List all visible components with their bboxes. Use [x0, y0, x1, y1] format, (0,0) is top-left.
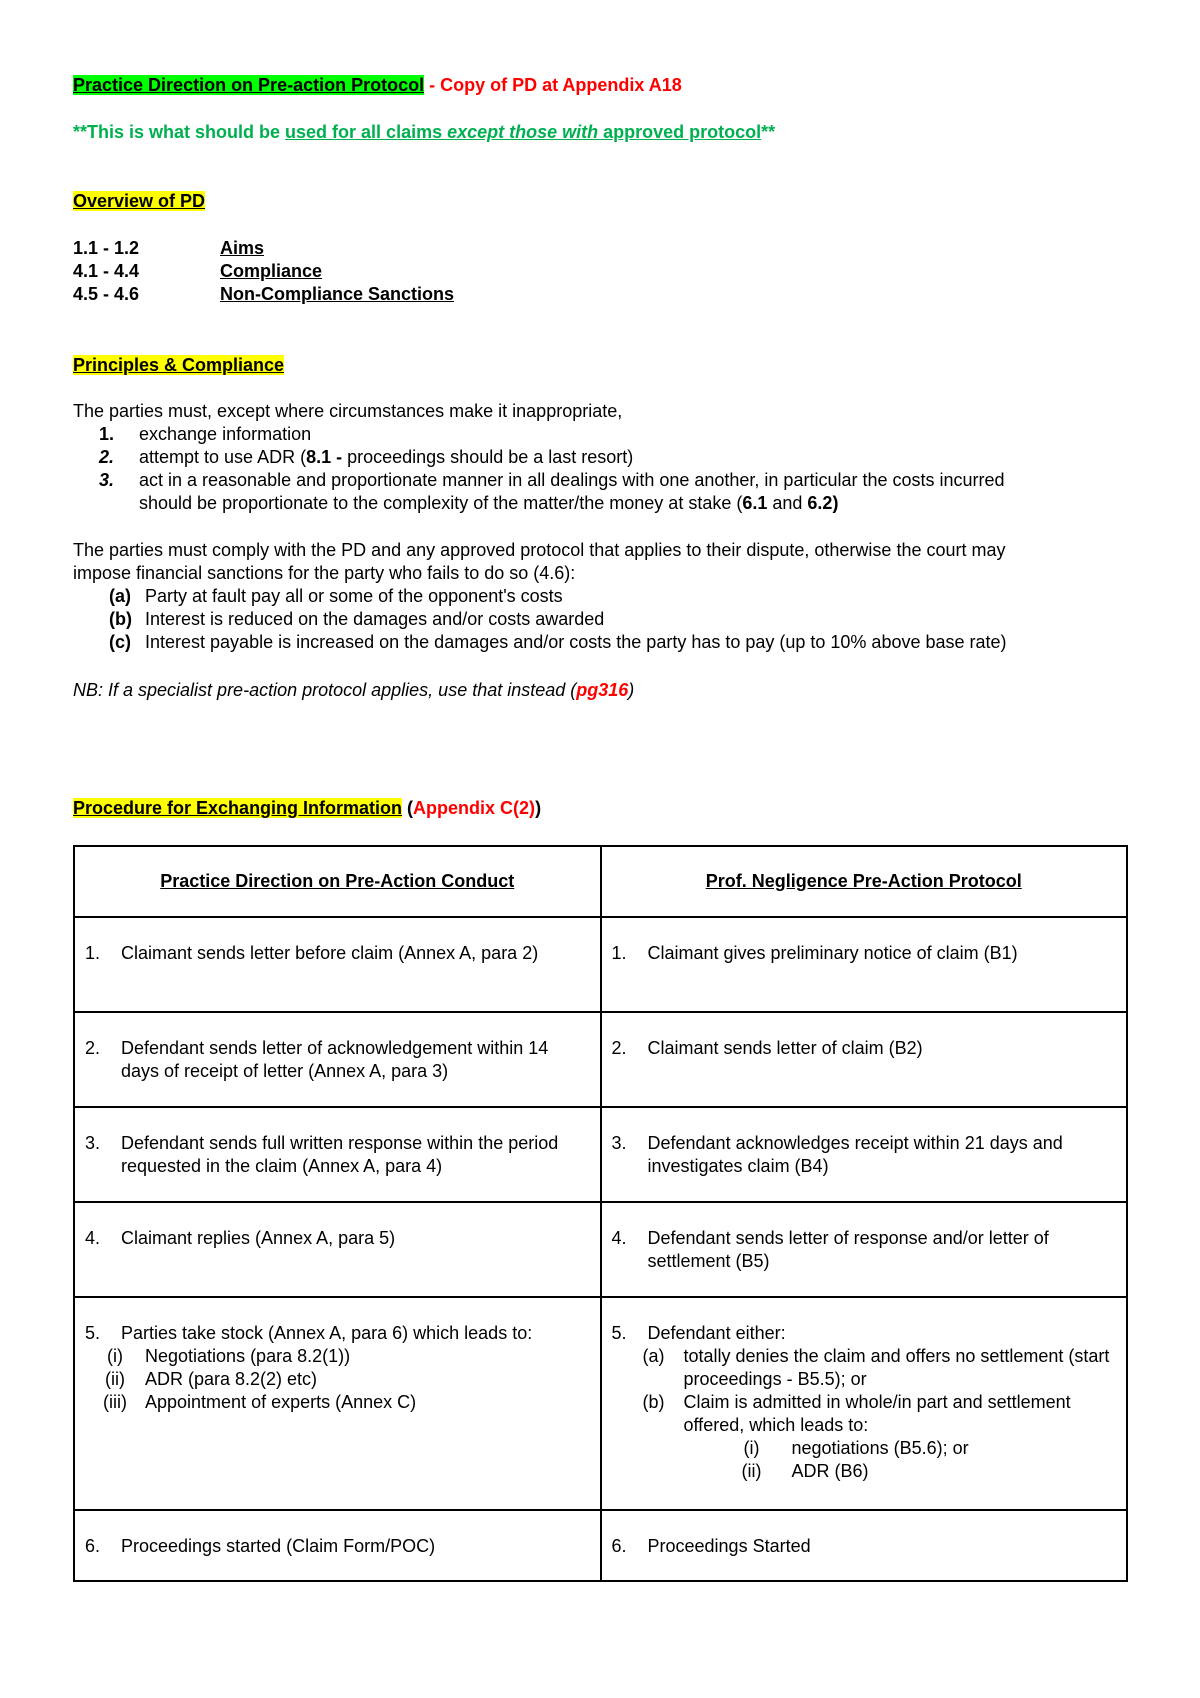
nb-note: [73, 679, 634, 701]
nb-page-ref: pg316: [576, 680, 629, 700]
overview-topic: Compliance: [220, 261, 323, 281]
step-number: 3.: [85, 1133, 101, 1153]
sub-text: ADR (para 8.2(2) etc): [145, 1369, 318, 1389]
sub-marker: (ii): [741, 1461, 762, 1481]
table-cell: [74, 1012, 601, 1107]
step-text: Defendant sends letter of acknowledgement within 14 days of receipt of letter (Annex A, para 3): [121, 1038, 549, 1081]
overview-heading-text: Overview of PD: [73, 191, 206, 211]
sub-marker: (ii): [105, 1369, 125, 1389]
list-bold-ref: 8.1 -: [306, 447, 343, 467]
overview-heading: [73, 190, 205, 212]
principles-heading-text: Principles & Compliance: [73, 355, 285, 375]
step-text: Parties take stock (Annex A, para 6) which leads to:: [121, 1323, 533, 1343]
step-text: Claimant replies (Annex A, para 5): [121, 1228, 396, 1248]
list-bold-ref: 6.2): [807, 493, 839, 513]
sub-text: totally denies the claim and offers no settlement (start proceedings - B5.5); or: [683, 1346, 1110, 1389]
table-cell: [74, 1510, 601, 1581]
list-marker: 1.: [99, 424, 115, 444]
table-cell: [601, 1202, 1128, 1297]
table-row: [74, 1012, 1127, 1107]
overview-range: 4.1 - 4.4: [73, 261, 140, 281]
title-line: [73, 74, 682, 96]
note-underlined-end: approved protocol: [598, 122, 762, 142]
step-number: 1.: [611, 943, 627, 963]
step-number: 4.: [85, 1228, 101, 1248]
procedure-heading: [73, 797, 541, 819]
table-header-row: [74, 846, 1127, 917]
step-text: Proceedings Started: [647, 1536, 811, 1556]
step-number: 6.: [611, 1536, 627, 1556]
sub-marker: (i): [743, 1438, 760, 1458]
list-text: exchange information: [139, 424, 312, 444]
list-bold-ref: 6.1: [742, 493, 768, 513]
sanction-marker: (c): [109, 632, 131, 652]
overview-range: 4.5 - 4.6: [73, 284, 140, 304]
overview-range: 1.1 - 1.2: [73, 238, 140, 258]
title-appendix-ref: Copy of PD at Appendix A18: [440, 75, 682, 95]
overview-topic: Non-Compliance Sanctions: [220, 284, 455, 304]
list-text: attempt to use ADR (: [139, 447, 307, 467]
sub-text: Claim is admitted in whole/in part and settlement offered, which leads to:: [683, 1392, 1071, 1435]
sanctions-paragraph: The parties must comply with the PD and any approved protocol that applies to their dispute, otherwise the court may: [73, 540, 1006, 560]
procedure-heading-text: Procedure for Exchanging Information: [73, 798, 403, 818]
sanction-text: Interest is reduced on the damages and/or costs awarded: [145, 609, 605, 629]
principles-heading: [73, 354, 284, 376]
table-row: [74, 1202, 1127, 1297]
column-header-protocol: Prof. Negligence Pre-Action Protocol: [601, 846, 1128, 917]
step-number: 2.: [611, 1038, 627, 1058]
table-row: [74, 1107, 1127, 1202]
procedure-heading-open: (: [402, 798, 414, 818]
overview-row: [73, 237, 264, 259]
sub-marker: (b): [642, 1392, 665, 1412]
sub-marker: (a): [642, 1346, 665, 1366]
procedure-heading-close: ): [535, 798, 542, 818]
step-number: 1.: [85, 943, 101, 963]
note-italic: except those with: [447, 122, 599, 142]
sub-marker: (iii): [103, 1392, 127, 1412]
step-text: Defendant sends full written response within the period requested in the claim (Annex A, para 4): [121, 1133, 559, 1176]
step-text: Claimant gives preliminary notice of claim (B1): [647, 943, 1018, 963]
sanction-text: Interest payable is increased on the damages and/or costs the party has to pay (up to 10% above base rate): [145, 632, 1007, 652]
list-marker: 2.: [99, 447, 115, 467]
step-number: 5.: [611, 1323, 627, 1343]
usage-note: [73, 121, 775, 143]
table-cell: [601, 1297, 1128, 1510]
step-text: Proceedings started (Claim Form/POC): [121, 1536, 436, 1556]
sub-text: Negotiations (para 8.2(1)): [145, 1346, 351, 1366]
title-separator: -: [424, 75, 441, 95]
step-text: Defendant acknowledges receipt within 21 days and investigates claim (B4): [647, 1133, 1063, 1176]
overview-row: [73, 260, 322, 282]
note-prefix: **This is what should be: [73, 122, 286, 142]
table-cell: [601, 1012, 1128, 1107]
step-text: Defendant sends letter of response and/or letter of settlement (B5): [647, 1228, 1049, 1271]
nb-end: ): [628, 680, 635, 700]
note-end: **: [761, 122, 776, 142]
step-number: 4.: [611, 1228, 627, 1248]
overview-topic: Aims: [220, 238, 265, 258]
step-text: Claimant sends letter of claim (B2): [647, 1038, 923, 1058]
step-number: 6.: [85, 1536, 101, 1556]
list-text: and: [767, 493, 808, 513]
table-cell: [601, 1510, 1128, 1581]
step-text: Defendant either:: [647, 1323, 786, 1343]
step-number: 2.: [85, 1038, 101, 1058]
table-row: [74, 917, 1127, 1012]
procedure-appendix-ref: Appendix C(2): [413, 798, 536, 818]
page-title: Practice Direction on Pre-action Protocol: [73, 75, 425, 95]
sub-text: Appointment of experts (Annex C): [145, 1392, 417, 1412]
list-text: act in a reasonable and proportionate manner in all dealings with one another, in particular the costs incurred: [139, 470, 1005, 490]
column-header-pd: Practice Direction on Pre-Action Conduct: [74, 846, 601, 917]
table-row: [74, 1510, 1127, 1581]
sanction-marker: (b): [109, 609, 132, 629]
table-row: [74, 1297, 1127, 1510]
principles-intro: The parties must, except where circumstances make it inappropriate,: [73, 401, 623, 421]
table-cell: [74, 917, 601, 1012]
sub-text: ADR (B6): [791, 1461, 869, 1481]
sanction-marker: (a): [109, 586, 131, 606]
sanction-text: Party at fault pay all or some of the opponent's costs: [145, 586, 563, 606]
list-text: should be proportionate to the complexity of the matter/the money at stake (: [139, 493, 743, 513]
note-underlined: used for all claims: [285, 122, 448, 142]
sanctions-paragraph: impose financial sanctions for the party who fails to do so (4.6):: [73, 563, 576, 583]
sub-marker: (i): [107, 1346, 123, 1366]
step-text: Claimant sends letter before claim (Annex A, para 2): [121, 943, 539, 963]
step-number: 5.: [85, 1323, 101, 1343]
overview-row: [73, 283, 454, 305]
table-cell: [74, 1297, 601, 1510]
table-cell: [74, 1202, 601, 1297]
sub-text: negotiations (B5.6); or: [791, 1438, 969, 1458]
list-marker: 3.: [99, 470, 115, 490]
nb-text: NB: If a specialist pre-action protocol applies, use that instead (: [73, 680, 577, 700]
procedure-table: [73, 845, 1128, 1582]
list-text: proceedings should be a last resort): [342, 447, 634, 467]
step-number: 3.: [611, 1133, 627, 1153]
table-cell: [74, 1107, 601, 1202]
table-cell: [601, 917, 1128, 1012]
table-cell: [601, 1107, 1128, 1202]
